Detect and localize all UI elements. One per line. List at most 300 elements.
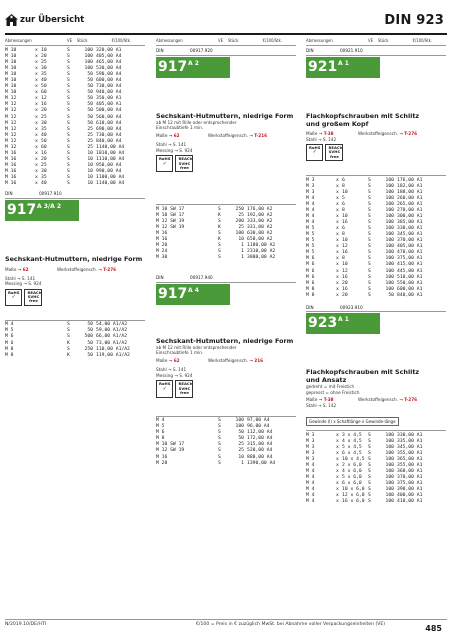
- table-row: [156, 461, 296, 467]
- cell-price: 331,00 A2: [247, 225, 273, 231]
- props-ref-link[interactable]: → T-276: [399, 396, 418, 402]
- props-label: Werkstoffeigensch.: [358, 130, 398, 136]
- cell-ve: S: [67, 90, 70, 96]
- cell-qty: 25: [238, 225, 244, 231]
- cell-ve: S: [368, 226, 371, 232]
- cell-qty: 10: [87, 168, 93, 174]
- cell-length: 16: [41, 150, 47, 156]
- cell-price: 265,00 A1: [397, 202, 423, 207]
- compliance-badges: [156, 155, 296, 172]
- header-dimensions: Abmessungen: [156, 38, 183, 43]
- header-qty: Stück: [77, 38, 88, 43]
- cell-price: 188,00 A1: [397, 189, 423, 195]
- props-ref-link[interactable]: → 216: [249, 358, 264, 364]
- cell-length: 16: [342, 286, 348, 292]
- cell-qty: 1: [241, 255, 244, 261]
- product-image-space: [156, 305, 296, 337]
- cell-ve: S: [368, 457, 371, 463]
- steel-ref[interactable]: Stahl → S. 142: [306, 402, 337, 408]
- cell-price: 940,00 A4: [96, 90, 122, 96]
- cell-thread: M 10 SW 17: [156, 442, 185, 448]
- cell-qty: 50: [87, 322, 93, 328]
- dims-label: Maße: [306, 396, 318, 402]
- rohs-label: RoHS: [159, 156, 171, 162]
- cell-thread: M 3: [306, 432, 315, 438]
- din-label: DIN: [306, 304, 314, 310]
- cell-ve: S: [368, 286, 371, 292]
- cell-qty: 50: [87, 96, 93, 102]
- cell-ve: S: [218, 206, 221, 212]
- cell-x: x: [35, 108, 38, 114]
- page-header: [5, 13, 447, 31]
- product-code-line: [306, 305, 446, 313]
- cell-x: x: [35, 114, 38, 120]
- props-label: Werkstoffeigensch.: [208, 133, 248, 139]
- cell-qty: 50: [87, 328, 93, 334]
- back-to-overview-link[interactable]: [5, 14, 84, 26]
- cell-x: x: [336, 432, 339, 438]
- din-number-plate[interactable]: [5, 200, 79, 221]
- cell-price: 630,00 A2: [247, 231, 273, 237]
- cell-qty: 10: [87, 162, 93, 168]
- cell-ve: S: [368, 183, 371, 189]
- product-code-line: [156, 48, 296, 56]
- cell-x: x: [35, 72, 38, 78]
- cell-x: x: [336, 469, 339, 475]
- cell-length: 8: [342, 183, 345, 189]
- product-box-917-a2: [156, 48, 296, 172]
- rohs-badge: [156, 155, 173, 172]
- cell-length: 16: [342, 274, 348, 280]
- article-code: 00917.910: [39, 191, 62, 197]
- product-desc-1: ab M 12 mit Rille oder entsprechender: [156, 119, 237, 125]
- cell-ve: S: [67, 328, 70, 334]
- cell-thread: M 3: [306, 189, 315, 195]
- cell-length: 10: [342, 238, 348, 244]
- cell-ve: K: [218, 237, 221, 243]
- cell-price: 260,00 A1: [397, 195, 423, 201]
- cell-length: 2 x 6,0: [342, 463, 362, 469]
- cell-ve: S: [368, 244, 371, 250]
- cell-qty: 100: [385, 463, 394, 469]
- header-price: €/100/Stk.: [412, 38, 432, 43]
- cell-price: 530,00 A4: [96, 66, 122, 72]
- cell-qty: 1: [241, 243, 244, 249]
- props-ref-link[interactable]: → T-276: [399, 130, 418, 136]
- footer-divider: [5, 619, 447, 620]
- cell-ve: S: [218, 442, 221, 448]
- cell-qty: 100: [84, 66, 93, 72]
- cell-x: x: [336, 451, 339, 457]
- cell-length: 16: [342, 250, 348, 256]
- cell-x: x: [35, 120, 38, 126]
- cell-price: 550,00 A1: [397, 280, 423, 286]
- cell-ve: K: [218, 225, 221, 231]
- cell-qty: 250: [84, 346, 93, 352]
- cell-qty: 50: [87, 114, 93, 120]
- cell-ve: S: [218, 454, 221, 460]
- cell-qty: 100: [385, 475, 394, 481]
- cell-ve: S: [67, 96, 70, 102]
- cell-thread: M 4: [306, 214, 315, 220]
- cell-price: 73,00 A1/A2: [96, 340, 128, 346]
- cell-ve: S: [67, 162, 70, 168]
- dims-ref-link[interactable]: → 62: [17, 266, 29, 272]
- cell-x: x: [336, 244, 339, 250]
- cell-price: 375,00 A1: [397, 256, 423, 262]
- cell-x: x: [35, 132, 38, 138]
- cell-length: 35: [41, 72, 47, 78]
- cell-length: 10 x 6,0: [342, 487, 365, 493]
- cell-ve: S: [368, 493, 371, 499]
- compliance-badges: [156, 380, 296, 397]
- header-price: €/100/Stk.: [262, 38, 282, 43]
- cell-price: 66,00 A1/A2: [96, 334, 128, 340]
- brass-ref[interactable]: Messing → S. 924: [5, 281, 42, 287]
- cell-length: 35: [41, 126, 47, 132]
- props-ref-link[interactable]: → T-216: [249, 133, 268, 139]
- cell-ve: S: [368, 432, 371, 438]
- cell-price: 345,00 A1: [397, 232, 423, 238]
- reach-badge: REACh SVHC free: [175, 155, 193, 172]
- cell-x: x: [336, 280, 339, 286]
- cell-price: 590,00 A4: [96, 72, 122, 78]
- cell-x: x: [336, 238, 339, 244]
- cell-qty: 25: [87, 144, 93, 150]
- cell-thread: M 4: [306, 475, 315, 481]
- table-col3-bottom: [306, 433, 446, 506]
- cell-price: 610,00 A4: [96, 120, 122, 126]
- cell-x: x: [35, 126, 38, 132]
- cell-qty: 100: [385, 487, 394, 493]
- cell-price: 59,00 A1/A2: [96, 328, 128, 334]
- cell-thread: M 10: [5, 78, 17, 84]
- cell-thread: M 3: [306, 457, 315, 463]
- cell-qty: 100: [385, 286, 394, 292]
- divider: [156, 204, 296, 205]
- din-number-plate[interactable]: [156, 57, 230, 78]
- cell-thread: M 4: [156, 418, 165, 424]
- cell-thread: M 3: [306, 177, 315, 183]
- cell-qty: 50: [87, 102, 93, 108]
- article-code: 00923.910: [340, 304, 363, 310]
- brass-ref[interactable]: Messing → S. 924: [156, 147, 193, 153]
- cell-price: 405,00 A1: [96, 102, 122, 108]
- cell-thread: M 6: [5, 340, 14, 346]
- cell-length: 60: [41, 144, 47, 150]
- cell-length: 10: [342, 189, 348, 195]
- cell-thread: M 12: [5, 126, 17, 132]
- cell-x: x: [336, 250, 339, 256]
- divider: [306, 430, 446, 431]
- cell-price: 315,00 A4: [247, 442, 273, 448]
- cell-ve: S: [368, 189, 371, 195]
- cell-thread: M 4: [306, 481, 315, 487]
- steel-ref[interactable]: Stahl → S. 141: [156, 142, 187, 148]
- rohs-badge: [5, 289, 22, 306]
- cell-thread: M 10: [5, 48, 17, 53]
- cell-length: 25: [41, 114, 47, 120]
- material-variant: A 2: [188, 59, 199, 67]
- cell-ve: S: [368, 214, 371, 220]
- cell-qty: 1: [241, 460, 244, 466]
- cell-price: 1180,00 A2: [247, 243, 276, 249]
- cell-ve: S: [67, 174, 70, 180]
- cell-qty: 10: [87, 181, 93, 187]
- cell-qty: 50: [87, 90, 93, 96]
- cell-price: 410,00 A1: [397, 499, 423, 505]
- cell-thread: M 4: [306, 493, 315, 499]
- cell-thread: M 4: [306, 208, 315, 214]
- cell-price: 600,00 A1: [397, 286, 423, 292]
- cell-qty: 25: [238, 448, 244, 454]
- material-variant: A 1: [338, 316, 349, 324]
- cell-length: [178, 255, 218, 261]
- props-label: Werkstoffeigensch.: [358, 396, 398, 402]
- product-title-2: und großem Kopf: [306, 119, 369, 128]
- cell-x: x: [35, 156, 38, 162]
- rohs-label: RoHS: [309, 145, 321, 150]
- cell-qty: 10: [87, 156, 93, 162]
- compliance-badges: [5, 289, 145, 306]
- footer-catalog-code: N/2019.10/DE/HTI: [5, 622, 47, 627]
- cell-ve: S: [67, 126, 70, 132]
- cell-qty: 25: [238, 442, 244, 448]
- cell-ve: S: [368, 438, 371, 444]
- product-desc-2: Einschraubtiefe 1 min.: [156, 124, 204, 130]
- cell-price: 1100,00 A4: [96, 174, 125, 180]
- din-number: 917: [158, 285, 188, 302]
- cell-ve: S: [218, 243, 221, 249]
- cell-price: 350,00 A1: [96, 96, 122, 102]
- cell-ve: S: [368, 292, 371, 298]
- cell-x: x: [336, 262, 339, 268]
- cell-ve: S: [67, 144, 70, 150]
- product-title: Sechskant-Hutmuttern, niedrige Form: [5, 254, 143, 263]
- cell-price: 333,00 A2: [247, 219, 273, 224]
- cell-thread: M 4: [306, 220, 315, 226]
- product-box-917-a3: [5, 191, 145, 306]
- cell-x: x: [35, 162, 38, 168]
- cell-thread: M 6: [306, 274, 315, 280]
- cell-length: 12 x 6,0: [342, 493, 365, 499]
- cell-length: 6 x 6,0: [342, 481, 362, 487]
- cell-price: 360,00 A1: [397, 469, 423, 475]
- cell-length: 5: [342, 195, 345, 201]
- cell-qty: 100: [385, 262, 394, 268]
- cell-thread: M 3: [306, 183, 315, 189]
- checkmark-icon: ✓: [162, 160, 167, 167]
- cell-x: x: [35, 181, 38, 187]
- cell-qty: 100: [385, 208, 394, 214]
- cell-ve: S: [368, 268, 371, 274]
- dims-ref-link[interactable]: → 62: [168, 133, 180, 139]
- cell-ve: S: [368, 280, 371, 286]
- cell-qty: 100: [385, 250, 394, 256]
- cell-thread: M 20: [156, 243, 168, 249]
- cell-ve: S: [67, 138, 70, 144]
- cell-x: x: [35, 102, 38, 108]
- cell-x: x: [336, 232, 339, 238]
- cell-qty: 100: [385, 481, 394, 487]
- cell-price: 2310,00 A2: [247, 249, 276, 255]
- cell-x: x: [336, 286, 339, 292]
- cell-thread: M 30: [156, 255, 168, 261]
- product-image-space: [306, 334, 446, 368]
- cell-qty: 100: [385, 469, 394, 475]
- product-desc-2: gepresst = ohne Freistich: [306, 389, 360, 395]
- cell-price: 119,00 A1/A2: [96, 352, 130, 358]
- cell-thread: M 24: [156, 249, 168, 255]
- steel-ref[interactable]: Stahl → S. 141: [5, 275, 36, 281]
- cell-price: 1390,00 A4: [247, 460, 276, 466]
- cell-ve: K: [67, 352, 70, 358]
- din-number-plate[interactable]: [156, 284, 230, 305]
- cell-x: x: [35, 138, 38, 144]
- dims-ref-link[interactable]: → T-38: [318, 130, 334, 136]
- table-col2-bottom: [156, 418, 296, 466]
- divider: [156, 416, 296, 417]
- cell-thread: M 8: [306, 286, 315, 292]
- cell-price: 320,00 A1: [96, 48, 122, 53]
- cell-ve: S: [218, 231, 221, 237]
- cell-price: 560,00 A4: [96, 114, 122, 120]
- cell-x: x: [336, 189, 339, 195]
- product-box-923: [306, 305, 446, 428]
- cell-length: 16: [41, 102, 47, 108]
- cell-price: 840,00 A1: [397, 292, 423, 298]
- cell-length: 20: [41, 54, 47, 60]
- column-2: [156, 38, 296, 467]
- cell-ve: S: [67, 72, 70, 78]
- cell-ve: S: [368, 208, 371, 214]
- cell-qty: 50: [238, 436, 244, 442]
- cell-length: 40: [41, 181, 47, 187]
- cell-ve: S: [218, 418, 221, 424]
- rohs-label: RoHS: [159, 381, 171, 387]
- cell-x: x: [336, 214, 339, 220]
- cell-qty: 100: [385, 268, 394, 274]
- cell-price: 400,00 A1: [397, 493, 423, 499]
- cell-qty: 50: [87, 340, 93, 346]
- steel-ref[interactable]: Stahl → S. 141: [156, 367, 187, 373]
- cell-length: 6: [342, 177, 345, 183]
- cell-qty: 100: [385, 499, 394, 505]
- din-number-plate[interactable]: [306, 313, 380, 334]
- cell-ve: S: [368, 487, 371, 493]
- cell-qty: 100: [385, 451, 394, 457]
- din-number: 923: [308, 315, 338, 332]
- cell-length: 12: [342, 244, 348, 250]
- cell-length: 6: [342, 202, 345, 207]
- cell-price: 470,00 A1: [397, 250, 423, 256]
- reach-badge: REACh SVHC free: [24, 289, 42, 306]
- cell-ve: S: [67, 60, 70, 66]
- cell-qty: 100: [84, 48, 93, 53]
- cell-thread: M 8: [156, 436, 165, 442]
- cell-price: 385,00 A1: [397, 220, 423, 226]
- product-code-line: [5, 191, 145, 199]
- cell-length: 20: [342, 292, 348, 298]
- din-number-plate[interactable]: [306, 57, 380, 78]
- cell-x: x: [35, 84, 38, 90]
- cell-length: 12: [41, 96, 47, 102]
- dims-label: Maße: [156, 133, 168, 139]
- cell-thread: M 16: [5, 181, 17, 187]
- cell-thread: M 10 SW 17: [156, 206, 185, 212]
- checkmark-icon: ✓: [162, 385, 167, 392]
- cell-length: 6: [342, 226, 345, 232]
- steel-ref[interactable]: Stahl → S. 142: [306, 136, 337, 142]
- cell-ve: K: [67, 340, 70, 346]
- table-header: [306, 38, 446, 46]
- cell-thread: M 10: [5, 72, 17, 78]
- cell-price: 365,00 A1: [397, 457, 423, 463]
- cell-price: 520,00 A4: [247, 448, 273, 454]
- product-desc-2: Einschraubtiefe 1 min.: [156, 350, 204, 356]
- props-label: Werkstoffeigensch.: [57, 266, 97, 272]
- cell-ve: S: [368, 232, 371, 238]
- product-title: Flachkopfschrauben mit Schlitz: [306, 368, 420, 377]
- cell-ve: S: [368, 177, 371, 183]
- dims-ref-link[interactable]: → 62: [168, 358, 180, 364]
- header-ve: VE: [218, 38, 223, 43]
- cell-x: x: [336, 457, 339, 463]
- cell-length: 6 x 4,5: [342, 451, 362, 457]
- rohs-badge: [306, 144, 323, 161]
- cell-x: x: [336, 438, 339, 444]
- props-ref-link[interactable]: → T-276: [98, 266, 117, 272]
- header-ve: VE: [67, 38, 72, 43]
- cell-thread: M 20: [156, 460, 168, 466]
- product-title-2: und Ansatz: [306, 376, 347, 385]
- cell-thread: M 4: [306, 469, 315, 475]
- cell-x: x: [336, 183, 339, 189]
- product-box-917-a4: [156, 275, 296, 397]
- cell-thread: M 4: [306, 202, 315, 207]
- cell-price: 370,00 A1: [397, 238, 423, 244]
- cell-qty: 100: [385, 214, 394, 220]
- divider: [306, 175, 446, 176]
- cell-ve: S: [218, 424, 221, 430]
- brass-ref[interactable]: Messing → S. 924: [156, 372, 193, 378]
- cell-price: 192,00 A2: [247, 212, 273, 218]
- cell-ve: S: [368, 262, 371, 268]
- cell-ve: S: [368, 475, 371, 481]
- cell-thread: M 3: [306, 445, 315, 451]
- cell-price: 182,00 A1: [397, 183, 423, 189]
- cell-ve: S: [368, 274, 371, 280]
- cell-length: 35: [41, 174, 47, 180]
- cell-thread: M 6: [306, 256, 315, 262]
- cell-length: 50: [41, 84, 47, 90]
- cell-price: 355,00 A1: [397, 463, 423, 469]
- footer-price-note: €/100 = Preis in € zuzüglich MwSt. bei Abnahme voller Verpackungseinheiten (VE): [196, 622, 386, 627]
- cell-qty: 25: [87, 138, 93, 144]
- divider: [5, 320, 145, 321]
- din-label: DIN: [156, 275, 164, 281]
- cell-qty: 25: [238, 212, 244, 218]
- cell-x: x: [35, 144, 38, 150]
- cell-price: 405,00 A1: [397, 244, 423, 250]
- dims-ref-link[interactable]: → T-38: [318, 396, 334, 402]
- cell-qty: 10: [238, 454, 244, 460]
- cell-ve: S: [67, 322, 70, 328]
- cell-thread: M 3: [306, 451, 315, 457]
- cell-qty: 100: [385, 445, 394, 451]
- cell-thread: M 5: [156, 424, 165, 430]
- table-header: [156, 38, 296, 46]
